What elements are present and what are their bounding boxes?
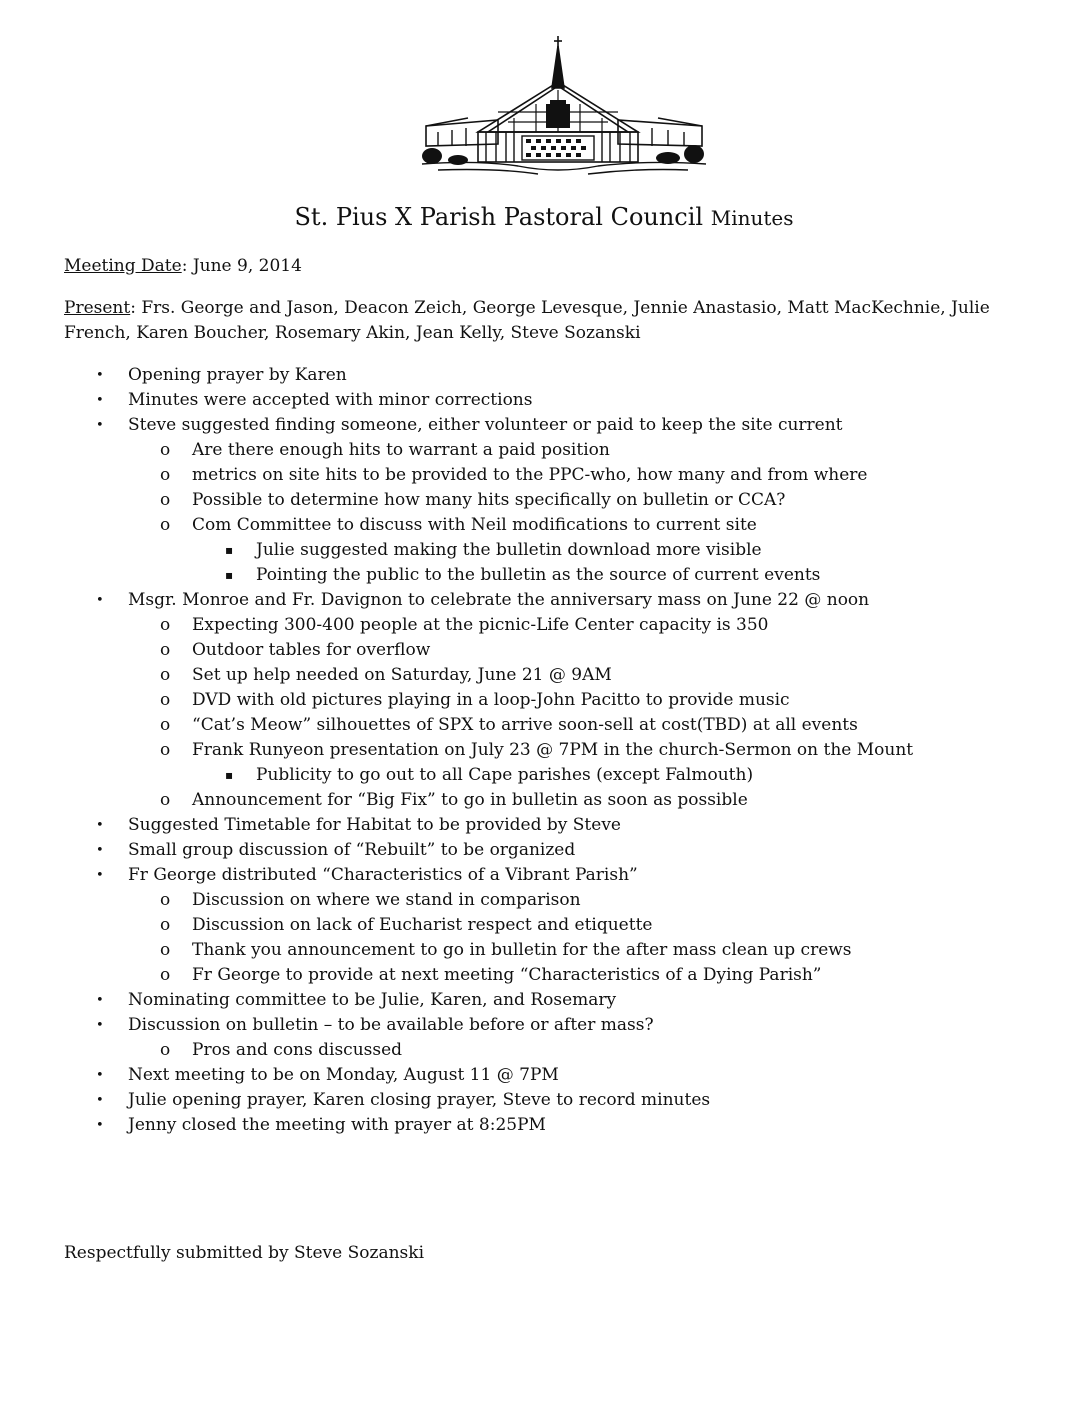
sub-list-item [0, 763, 1088, 788]
sub-list-item [0, 963, 1088, 988]
list-level-3 [0, 763, 1088, 788]
circle-marker: o [160, 965, 171, 985]
list-item-text: Publicity to go out to all Cape parishes (except Falmouth) [256, 765, 754, 785]
list-item-text: Next meeting to be on Monday, August 11 @ 7PM [128, 1065, 559, 1085]
sub-list-item [0, 713, 1088, 738]
list-item [0, 1113, 1088, 1138]
list-item-text: DVD with old pictures playing in a loop-John Pacitto to provide music [192, 690, 790, 710]
list-level-3 [0, 538, 1088, 588]
list-item [0, 363, 1088, 388]
submitted-by: Respectfully submitted by Steve Sozanski [64, 1243, 425, 1263]
circle-marker: o [160, 515, 171, 535]
list-item-text: Nominating committee to be Julie, Karen, and Rosemary [128, 990, 617, 1010]
sub-list-item [0, 938, 1088, 963]
sub-list-item [0, 538, 1088, 563]
list-item-text: Outdoor tables for overflow [192, 640, 431, 660]
nested-list-container [0, 888, 1088, 988]
circle-marker: o [160, 440, 171, 460]
title-suffix: Minutes [710, 206, 794, 230]
list-item-text: Steve suggested finding someone, either volunteer or paid to keep the site current [128, 415, 843, 435]
nested-list-container [0, 1038, 1088, 1063]
bullet-marker: • [96, 1018, 104, 1033]
bullet-marker: • [96, 393, 104, 408]
circle-marker: o [160, 890, 171, 910]
list-level-2 [0, 613, 1088, 813]
nested-list-container [0, 613, 1088, 813]
list-item [0, 588, 1088, 613]
circle-marker: o [160, 640, 171, 660]
list-item [0, 413, 1088, 438]
circle-marker: o [160, 715, 171, 735]
sub-list-item [0, 663, 1088, 688]
bullet-marker: • [96, 418, 104, 433]
bullet-marker: • [96, 593, 104, 608]
list-item [0, 863, 1088, 888]
list-item-text: Discussion on where we stand in comparison [192, 890, 581, 910]
attendees-line [64, 296, 1024, 346]
circle-marker: o [160, 740, 171, 760]
circle-marker: o [160, 940, 171, 960]
meeting-date-line [64, 254, 1024, 279]
attendees-value: : Frs. George and Jason, Deacon Zeich, George Levesque, Jennie Anastasio, Matt MacKechnie, Julie French, Karen Boucher, Rosemary Akin, Jean Kelly, Steve Sozanski [64, 298, 990, 343]
circle-marker: o [160, 490, 171, 510]
sub-list-item [0, 463, 1088, 488]
list-item-text: Pointing the public to the bulletin as the source of current events [256, 565, 821, 585]
bullet-marker: • [96, 368, 104, 383]
list-item [0, 1088, 1088, 1113]
list-item-text: Msgr. Monroe and Fr. Davignon to celebrate the anniversary mass on June 22 @ noon [128, 590, 870, 610]
list-level-2 [0, 1038, 1088, 1063]
list-item-text: Fr George to provide at next meeting “Characteristics of a Dying Parish” [192, 965, 822, 985]
circle-marker: o [160, 915, 171, 935]
attendees-label: Present [64, 298, 131, 318]
circle-marker: o [160, 1040, 171, 1060]
list-item [0, 813, 1088, 838]
list-item-text: Thank you announcement to go in bulletin for the after mass clean up crews [192, 940, 852, 960]
bullet-marker: • [96, 1068, 104, 1083]
minutes-list [0, 363, 1088, 1138]
bullet-marker: • [96, 1093, 104, 1108]
nested-list-container [0, 438, 1088, 588]
list-item-text: Announcement for “Big Fix” to go in bulletin as soon as possible [192, 790, 748, 810]
square-marker: ▪ [225, 768, 234, 782]
title-main: St. Pius X Parish Pastoral Council [294, 203, 704, 231]
bullet-marker: • [96, 843, 104, 858]
sub-list-item [0, 563, 1088, 588]
bullet-marker: • [96, 868, 104, 883]
list-item-text: Possible to determine how many hits specifically on bulletin or CCA? [192, 490, 786, 510]
bullet-marker: • [96, 993, 104, 1008]
list-item-text: Fr George distributed “Characteristics of a Vibrant Parish” [128, 865, 638, 885]
list-item-text: Pros and cons discussed [192, 1040, 403, 1060]
list-item-text: Minutes were accepted with minor corrections [128, 390, 533, 410]
list-item-text: Discussion on bulletin – to be available before or after mass? [128, 1015, 654, 1035]
list-item-text: Jenny closed the meeting with prayer at 8:25PM [128, 1115, 546, 1135]
sub-list-item [0, 688, 1088, 713]
list-level-1 [0, 363, 1088, 1138]
list-item-text: Opening prayer by Karen [128, 365, 347, 385]
list-item [0, 388, 1088, 413]
sub-list-item [0, 1038, 1088, 1063]
church-logo [418, 34, 710, 178]
list-item-text: Discussion on lack of Eucharist respect and etiquette [192, 915, 653, 935]
nested-list-container [0, 538, 1088, 588]
list-item-text: Julie opening prayer, Karen closing prayer, Steve to record minutes [128, 1090, 711, 1110]
circle-marker: o [160, 665, 171, 685]
bullet-marker: • [96, 818, 104, 833]
sub-list-item [0, 888, 1088, 913]
square-marker: ▪ [225, 543, 234, 557]
list-level-2 [0, 888, 1088, 988]
list-item-text: Com Committee to discuss with Neil modifications to current site [192, 515, 757, 535]
meeting-date-label: Meeting Date [64, 256, 182, 276]
list-item-text: Are there enough hits to warrant a paid position [192, 440, 610, 460]
list-item [0, 1063, 1088, 1088]
circle-marker: o [160, 690, 171, 710]
sub-list-item [0, 638, 1088, 663]
list-item-text: Suggested Timetable for Habitat to be provided by Steve [128, 815, 621, 835]
sub-list-item [0, 913, 1088, 938]
square-marker: ▪ [225, 568, 234, 582]
sub-list-item [0, 738, 1088, 763]
list-item-text: Julie suggested making the bulletin download more visible [256, 540, 762, 560]
list-item [0, 1013, 1088, 1038]
list-item [0, 988, 1088, 1013]
list-item-text: metrics on site hits to be provided to the PPC-who, how many and from where [192, 465, 868, 485]
list-item-text: Set up help needed on Saturday, June 21 @ 9AM [192, 665, 612, 685]
list-item-text: Expecting 300-400 people at the picnic-Life Center capacity is 350 [192, 615, 769, 635]
list-item-text: “Cat’s Meow” silhouettes of SPX to arrive soon-sell at cost(TBD) at all events [192, 715, 858, 735]
nested-list-container [0, 763, 1088, 788]
sub-list-item [0, 613, 1088, 638]
meeting-date-value: : June 9, 2014 [181, 256, 302, 276]
sub-list-item [0, 513, 1088, 538]
circle-marker: o [160, 615, 171, 635]
list-item-text: Small group discussion of “Rebuilt” to be organized [128, 840, 576, 860]
list-level-2 [0, 438, 1088, 588]
sub-list-item [0, 488, 1088, 513]
document-title [0, 203, 1088, 231]
sub-list-item [0, 438, 1088, 463]
list-item [0, 838, 1088, 863]
sub-list-item [0, 788, 1088, 813]
bullet-marker: • [96, 1118, 104, 1133]
list-item-text: Frank Runyeon presentation on July 23 @ 7PM in the church-Sermon on the Mount [192, 740, 914, 760]
circle-marker: o [160, 790, 171, 810]
circle-marker: o [160, 465, 171, 485]
